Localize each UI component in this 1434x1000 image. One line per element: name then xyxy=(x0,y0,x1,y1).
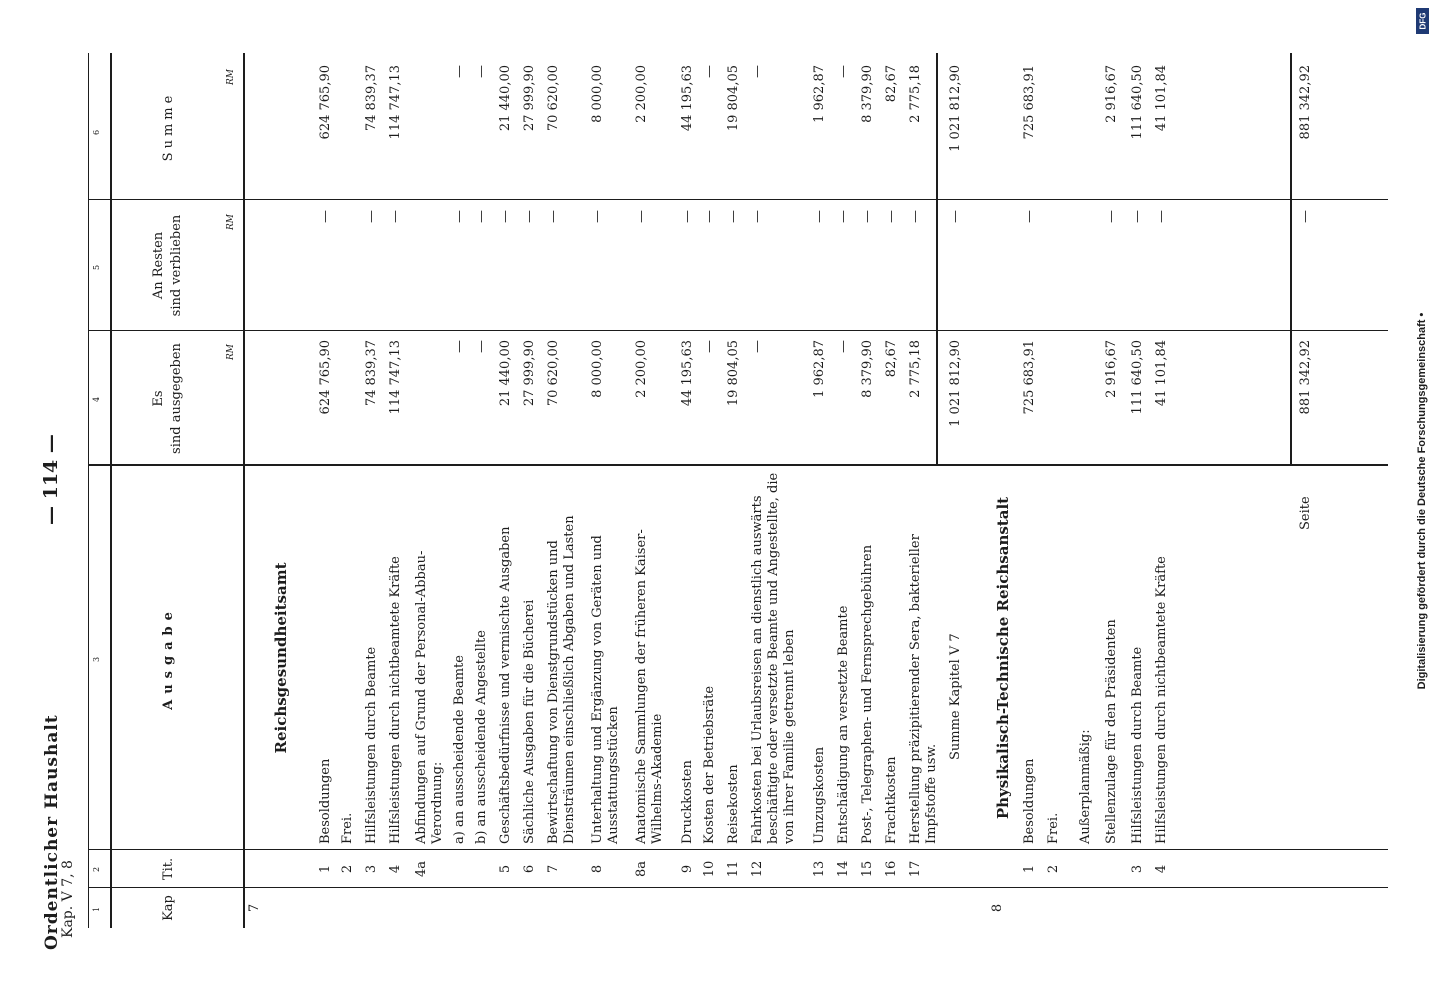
rows7-row-tit: 8 xyxy=(590,864,605,874)
section-title-7: Reichsgesundheitsamt xyxy=(272,562,290,754)
rows7-row-sum: 27 999,90 xyxy=(522,65,537,132)
rows7-row-sum: 1 962,87 xyxy=(812,65,827,123)
rows7-row-sum: — xyxy=(836,65,851,78)
rows8-row-tit: 1 xyxy=(1022,864,1037,874)
rows7-row-tit: 7 xyxy=(546,864,561,874)
rows7-row-text: Bewirtschaftung von Dienstgrundstücken und Diensträumen einschließlich Abgaben und Lasten xyxy=(546,515,577,844)
rows7-row-rest: — xyxy=(474,210,489,223)
rows7-row-tit: 10 xyxy=(702,860,717,878)
rows7-row-sum: — xyxy=(474,65,489,78)
seite-label: Seite xyxy=(1298,496,1313,530)
rows7-row-rest: — xyxy=(388,210,403,223)
rows7-row-ausg: 2 775,18 xyxy=(908,340,923,398)
rows7-row-text: Herstellung präzipitierender Sera, bakterieller Impfstoffe usw. xyxy=(908,534,939,844)
rows8-row-rest: — xyxy=(1154,210,1169,223)
rows7-row-rest: — xyxy=(702,210,717,223)
rows7-row-ausg: — xyxy=(452,340,467,353)
rows7-row-ausg: — xyxy=(702,340,717,353)
rows8-row-sum: 2 916,67 xyxy=(1104,65,1119,123)
header-subtitle: Kap. V 7, 8 xyxy=(60,860,76,938)
rows7-row-rest: — xyxy=(836,210,851,223)
section-title-8: Physikalisch-Technische Reichsanstalt xyxy=(994,496,1012,820)
rows7-row-rest: — xyxy=(884,210,899,223)
rows7-row-text: Post-, Telegraphen- und Fernsprechgebühren xyxy=(860,544,875,844)
rows7-row-text: Entschädigung an versetzte Beamte xyxy=(836,605,851,844)
rows7-row-text: Umzugskosten xyxy=(812,746,827,844)
col-head-resten: An Resten sind verblieben xyxy=(151,214,184,317)
rows8-row-ausg: 41 101,84 xyxy=(1154,340,1169,407)
rows8-row-ausg: 725 683,91 xyxy=(1022,340,1037,415)
rows7-row-sum: 114 747,13 xyxy=(388,65,403,140)
rows7-row-ausg: 44 195,63 xyxy=(680,340,695,407)
rows7-row-text: a) an ausscheidende Beamte xyxy=(452,655,467,844)
rows7-row-tit: 4 xyxy=(388,864,403,874)
rows7-row-ausg: — xyxy=(750,340,765,353)
rows7-row-tit: 12 xyxy=(750,860,765,878)
rows7-row-rest: — xyxy=(908,210,923,223)
rows8-row-sum: 111 640,50 xyxy=(1130,65,1145,140)
col-head-kap: Kap xyxy=(161,895,176,921)
rows8-row-ausg: 2 916,67 xyxy=(1104,340,1119,398)
rows7-row-text: Unterhaltung und Ergänzung von Geräten und Ausstattungsstücken xyxy=(590,535,621,844)
col-number-1: 1 xyxy=(92,906,101,912)
rows7-row-text: Reisekosten xyxy=(726,764,741,844)
summe-7-label: Summe Kapitel V 7 xyxy=(948,633,963,760)
rows7-row-tit: 15 xyxy=(860,860,875,878)
unit-summe: RM xyxy=(226,69,236,85)
rows7-row-sum: 70 620,00 xyxy=(546,65,561,132)
rows8-row-text: Hilfsleistungen durch Beamte xyxy=(1130,646,1145,844)
rows7-row-rest: — xyxy=(860,210,875,223)
rows7-row-sum: 8 000,00 xyxy=(590,65,605,123)
rows7-row-rest: — xyxy=(364,210,379,223)
dfg-logo: DFG xyxy=(1416,8,1429,34)
rows7-row-text: Druckkosten xyxy=(680,760,695,844)
rows7-row-tit: 1 xyxy=(318,864,333,874)
rows7-row-text: Fahrkosten bei Urlaubsreisen an dienstlich auswärts beschäftigte oder versetzte Beamte und Angestellte, die von ihrer Familie getrennt leben xyxy=(750,472,797,844)
rows7-row-rest: — xyxy=(812,210,827,223)
summe-7-resten: — xyxy=(948,210,963,223)
seite-summe: 881 342,92 xyxy=(1298,65,1313,140)
rows7-row-rest: — xyxy=(726,210,741,223)
rows8-row-sum: 725 683,91 xyxy=(1022,65,1037,140)
rows7-row-rest: — xyxy=(498,210,513,223)
rows8-row-rest: — xyxy=(1130,210,1145,223)
rows7-row-sum: 21 440,00 xyxy=(498,65,513,132)
page-number: — 114 — xyxy=(40,434,62,525)
rows7-row-tit: 5 xyxy=(498,864,513,874)
rows7-row-tit: 2 xyxy=(340,864,355,874)
rows7-row-ausg: 2 200,00 xyxy=(634,340,649,398)
col-number-6: 6 xyxy=(92,129,101,135)
col-head-tit: Tit. xyxy=(161,857,176,881)
rows7-row-ausg: 27 999,90 xyxy=(522,340,537,407)
digitization-note: Digitalisierung gefördert durch die Deutsche Forschungsgemeinschaft • xyxy=(1416,312,1428,690)
rows7-row-tit: 16 xyxy=(884,860,899,878)
rows7-row-text: Besoldungen xyxy=(318,758,333,844)
rows7-row-text: Anatomische Sammlungen der früheren Kaiser-Wilhelms-Akademie xyxy=(634,529,665,844)
rows7-row-ausg: 624 765,90 xyxy=(318,340,333,415)
rows7-row-tit: 8a xyxy=(634,860,649,878)
rows7-row-sum: — xyxy=(750,65,765,78)
rows7-row-ausg: — xyxy=(836,340,851,353)
rows7-row-ausg: 21 440,00 xyxy=(498,340,513,407)
rows8-row-rest: — xyxy=(1022,210,1037,223)
rows7-row-ausg: 1 962,87 xyxy=(812,340,827,398)
rows7-row-text: Abfindungen auf Grund der Personal-Abbau-Verordnung: xyxy=(414,550,445,844)
rows7-row-text: Geschäftsbedürfnisse und vermischte Ausgaben xyxy=(498,526,513,844)
rows7-row-text: b) an ausscheidende Angestellte xyxy=(474,630,489,844)
rows7-row-text: Frei. xyxy=(340,812,355,844)
rows7-row-rest: — xyxy=(318,210,333,223)
seite-resten: — xyxy=(1298,210,1313,223)
rows8-row-ausg: 111 640,50 xyxy=(1130,340,1145,415)
rows7-row-sum: 2 200,00 xyxy=(634,65,649,123)
kap-7-number: 7 xyxy=(247,903,262,913)
rows7-row-text: Kosten der Betriebsräte xyxy=(702,685,717,844)
rows7-row-text: Sächliche Ausgaben für die Bücherei xyxy=(522,599,537,844)
rows7-row-ausg: 19 804,05 xyxy=(726,340,741,407)
rows8-row-text: Hilfsleistungen durch nichtbeamtete Kräfte xyxy=(1154,556,1169,844)
rows7-row-sum: 19 804,05 xyxy=(726,65,741,132)
col-head-ausgegeben: Es sind ausgegeben xyxy=(151,343,184,454)
summe-7-ausgegeben: 1 021 812,90 xyxy=(948,340,963,427)
rows7-row-sum: 8 379,90 xyxy=(860,65,875,123)
summe-7-summe: 1 021 812,90 xyxy=(948,65,963,152)
col-head-summe: Summe xyxy=(161,91,176,162)
rows7-row-rest: — xyxy=(590,210,605,223)
rows8-row-text: Frei. xyxy=(1046,812,1061,844)
rows8-row-rest: — xyxy=(1104,210,1119,223)
rows7-row-sum: 74 839,37 xyxy=(364,65,379,132)
col-number-3: 3 xyxy=(92,656,101,662)
rows7-row-text: Hilfsleistungen durch nichtbeamtete Kräfte xyxy=(388,556,403,844)
rows7-row-ausg: 8 000,00 xyxy=(590,340,605,398)
rows7-row-ausg: — xyxy=(474,340,489,353)
rows7-row-ausg: 8 379,90 xyxy=(860,340,875,398)
rows7-row-rest: — xyxy=(522,210,537,223)
rows7-row-tit: 6 xyxy=(522,864,537,874)
rows7-row-rest: — xyxy=(546,210,561,223)
header-title: Ordentlicher Haushalt xyxy=(42,714,62,950)
rows8-row-tit: 4 xyxy=(1154,864,1169,874)
rows7-row-tit: 13 xyxy=(812,860,827,878)
rows7-row-text: Hilfsleistungen durch Beamte xyxy=(364,646,379,844)
rows7-row-rest: — xyxy=(634,210,649,223)
col-number-2: 2 xyxy=(92,866,101,872)
col-head-ausgabe: Ausgabe xyxy=(161,606,176,710)
rows7-row-tit: 17 xyxy=(908,860,923,878)
rows7-row-ausg: 70 620,00 xyxy=(546,340,561,407)
rows7-row-sum: 82,67 xyxy=(884,65,899,103)
rows7-row-rest: — xyxy=(452,210,467,223)
rows7-row-tit: 9 xyxy=(680,864,695,874)
rows7-row-ausg: 114 747,13 xyxy=(388,340,403,415)
rows8-row-text: Besoldungen xyxy=(1022,758,1037,844)
col-number-4: 4 xyxy=(92,396,101,402)
rows7-row-sum: 2 775,18 xyxy=(908,65,923,123)
rows7-row-text: Frachtkosten xyxy=(884,756,899,844)
col-number-5: 5 xyxy=(92,264,101,270)
rows7-row-rest: — xyxy=(750,210,765,223)
unit-ausgegeben: RM xyxy=(226,344,236,360)
rows8-row-tit: 3 xyxy=(1130,864,1145,874)
rows7-row-ausg: 82,67 xyxy=(884,340,899,378)
rows8-row-tit: 2 xyxy=(1046,864,1061,874)
rows7-row-tit: 11 xyxy=(726,860,741,878)
rows7-row-tit: 14 xyxy=(836,860,851,878)
rows7-row-rest: — xyxy=(680,210,695,223)
rows7-row-sum: — xyxy=(702,65,717,78)
rows8-row-text: Außerplanmäßig: xyxy=(1078,729,1093,844)
rows7-row-tit: 4a xyxy=(414,860,429,878)
rows7-row-sum: 44 195,63 xyxy=(680,65,695,132)
rows8-row-sum: 41 101,84 xyxy=(1154,65,1169,132)
rows7-row-sum: 624 765,90 xyxy=(318,65,333,140)
seite-ausgegeben: 881 342,92 xyxy=(1298,340,1313,415)
kap-8-number: 8 xyxy=(990,903,1005,913)
rows7-row-ausg: 74 839,37 xyxy=(364,340,379,407)
rows7-row-tit: 3 xyxy=(364,864,379,874)
rows7-row-sum: — xyxy=(452,65,467,78)
rows8-row-text: Stellenzulage für den Präsidenten xyxy=(1104,619,1119,844)
unit-resten: RM xyxy=(226,214,236,230)
